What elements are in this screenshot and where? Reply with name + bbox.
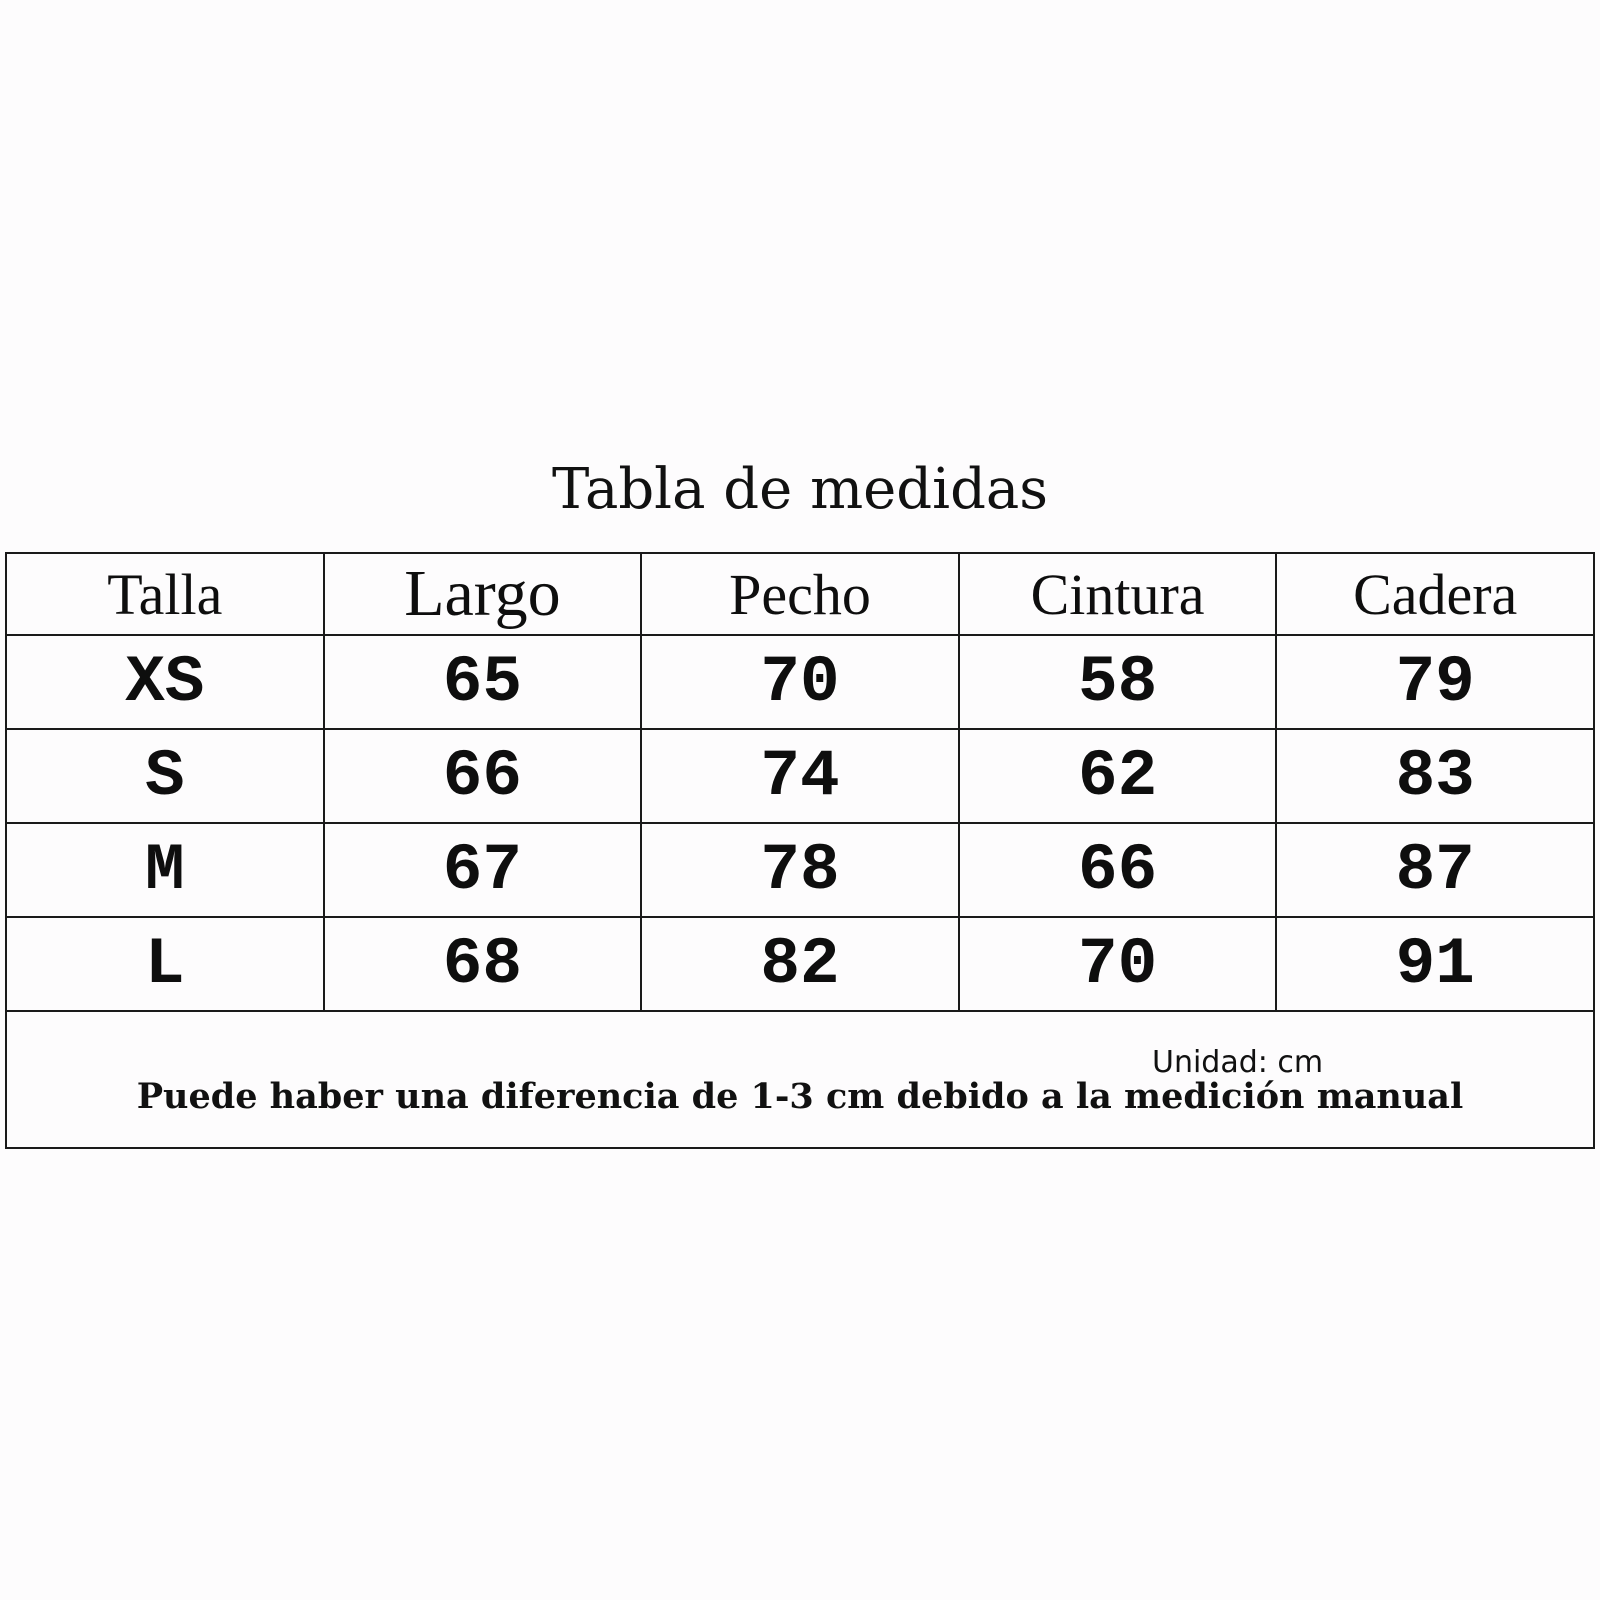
- column-header-cintura: Cintura: [959, 553, 1277, 635]
- pecho-cell: 82: [641, 917, 959, 1011]
- size-cell: XS: [6, 635, 324, 729]
- cadera-cell: 79: [1276, 635, 1594, 729]
- note-row: [6, 1011, 1594, 1148]
- largo-cell: 67: [324, 823, 642, 917]
- pecho-cell: 78: [641, 823, 959, 917]
- cintura-cell: 62: [959, 729, 1277, 823]
- disclaimer-text: Puede haber una diferencia de 1-3 cm debido a la medición manual: [136, 1076, 1464, 1117]
- table-header-row: [6, 553, 1594, 635]
- column-header-pecho: Pecho: [641, 553, 959, 635]
- cintura-cell: 58: [959, 635, 1277, 729]
- size-cell: L: [6, 917, 324, 1011]
- column-header-cadera: Cadera: [1276, 553, 1594, 635]
- cadera-cell: 91: [1276, 917, 1594, 1011]
- cadera-cell: 83: [1276, 729, 1594, 823]
- note-cell: [6, 1011, 1594, 1148]
- cintura-cell: 70: [959, 917, 1277, 1011]
- table-row: [6, 729, 1594, 823]
- column-header-largo: Largo: [324, 553, 642, 635]
- size-chart-table: [5, 552, 1595, 1149]
- size-cell: S: [6, 729, 324, 823]
- cadera-cell: 87: [1276, 823, 1594, 917]
- table-row: [6, 917, 1594, 1011]
- table-row: [6, 823, 1594, 917]
- size-cell: M: [6, 823, 324, 917]
- largo-cell: 65: [324, 635, 642, 729]
- pecho-cell: 74: [641, 729, 959, 823]
- largo-cell: 66: [324, 729, 642, 823]
- page-title: Tabla de medidas: [551, 457, 1049, 522]
- column-header-talla: Talla: [6, 553, 324, 635]
- unit-label: Unidad: cm: [1152, 1045, 1324, 1080]
- pecho-cell: 70: [641, 635, 959, 729]
- largo-cell: 68: [324, 917, 642, 1011]
- cintura-cell: 66: [959, 823, 1277, 917]
- table-row: [6, 635, 1594, 729]
